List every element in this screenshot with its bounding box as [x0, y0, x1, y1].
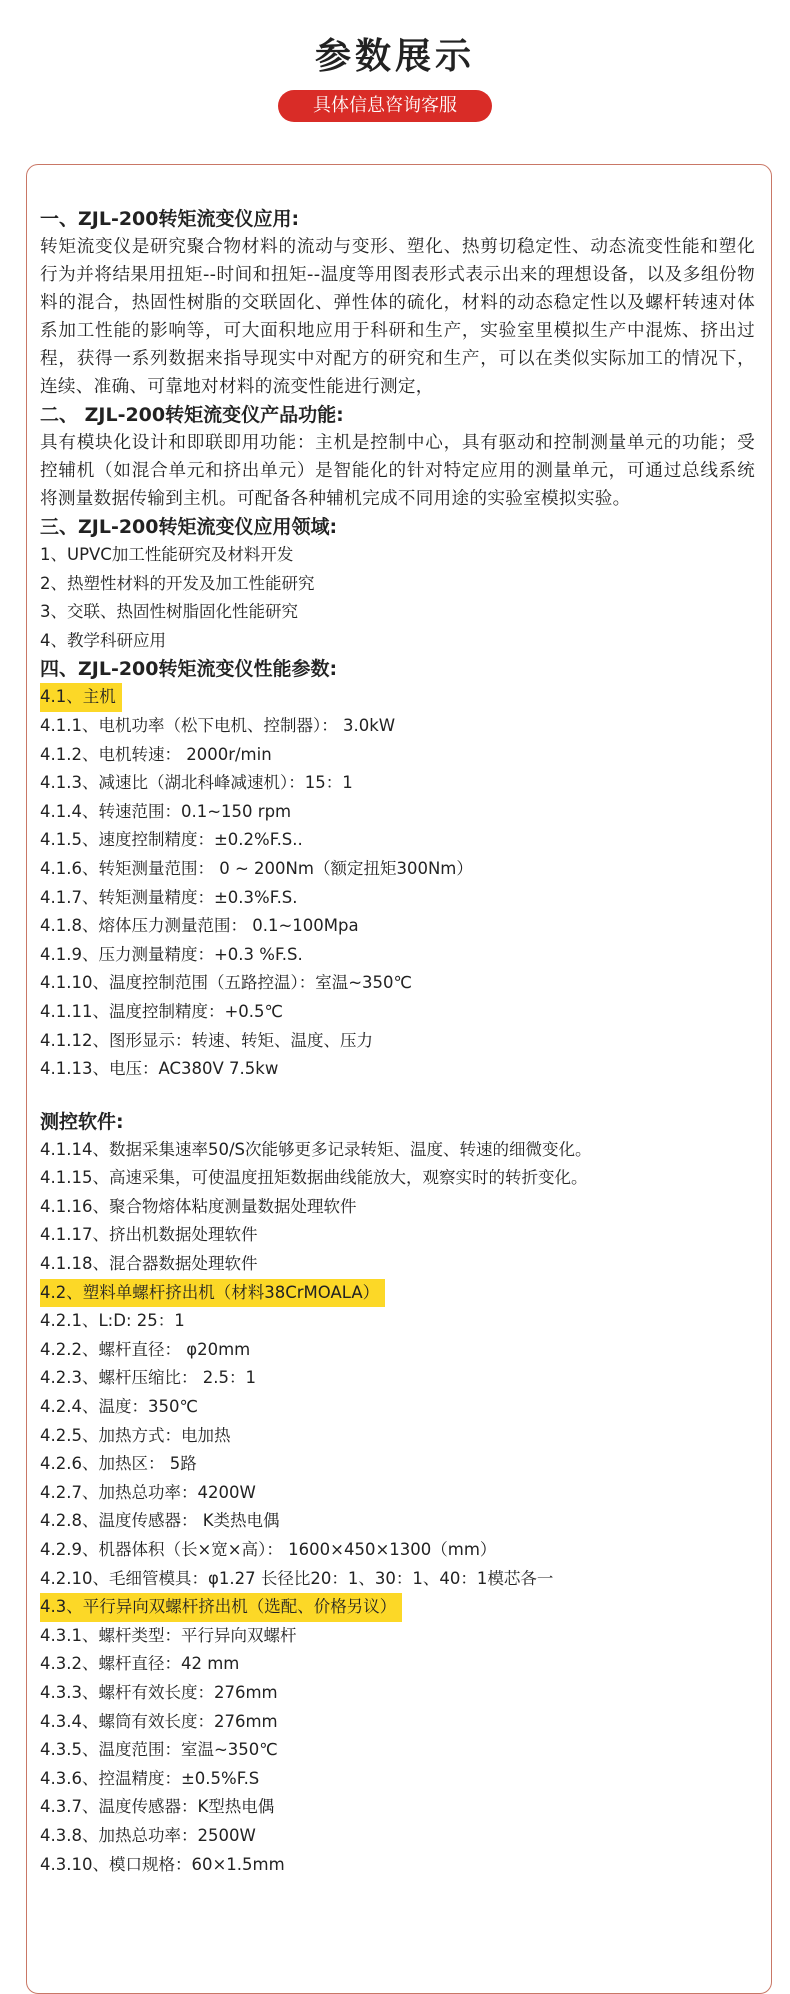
main-unit-specs: [40, 712, 755, 1084]
section-1-heading: 一、ZJL-200转矩流变仪应用:: [40, 208, 300, 230]
page-title: 参数展示: [314, 36, 475, 77]
list-item: 4.1.10、温度控制范围（五路控温）：室温~350℃: [40, 973, 413, 993]
list-item: 4.2.1、L:D: 25：1: [40, 1311, 185, 1331]
list-item: 4.3.3、螺杆有效长度：276mm: [40, 1682, 278, 1702]
list-item: 4.1.3、减速比（湖北科峰减速机）：15：1: [40, 773, 353, 793]
list-item: 4.1.12、图形显示：转速、转矩、温度、压力: [40, 1030, 373, 1050]
list-item: 4.2.4、温度：350℃: [40, 1397, 199, 1417]
list-item: 4.3.2、螺杆直径：42 mm: [40, 1654, 240, 1674]
list-item: 4.3.1、螺杆类型：平行异向双螺杆: [40, 1625, 297, 1645]
software-heading: 测控软件:: [40, 1110, 124, 1133]
list-item: 4.2.2、螺杆直径： φ20mm: [40, 1339, 251, 1359]
section-2-heading: 二、 ZJL-200转矩流变仪产品功能:: [40, 404, 344, 426]
software-specs: [40, 1136, 755, 1279]
list-item: 4.3.8、加热总功率：2500W: [40, 1825, 256, 1845]
list-item: 3、交联、热固性树脂固化性能研究: [40, 602, 298, 622]
list-item: 4.1.1、电机功率（松下电机、控制器）： 3.0kW: [40, 715, 396, 735]
list-item: 4.2.6、加热区： 5路: [40, 1454, 197, 1474]
section-3-heading: 三、ZJL-200转矩流变仪应用领域:: [40, 516, 338, 538]
list-item: 4.1.4、转速范围：0.1~150 rpm: [40, 801, 292, 821]
contact-service-badge[interactable]: 具体信息咨询客服: [278, 90, 492, 122]
single-screw-specs: [40, 1307, 755, 1593]
list-item: 4.3.5、温度范围：室温~350℃: [40, 1740, 278, 1760]
list-item: 4.2.10、毛细管模具：φ1.27 长径比20：1、30：1、40：1模芯各一: [40, 1568, 554, 1588]
list-item: 4.1.15、高速采集，可使温度扭矩数据曲线能放大，观察实时的转折变化。: [40, 1168, 588, 1188]
list-item: 4.1.16、聚合物熔体粘度测量数据处理软件: [40, 1196, 357, 1216]
list-item: 4.1.18、混合器数据处理软件: [40, 1254, 258, 1274]
spec-content: [40, 205, 755, 1879]
application-list: [40, 541, 755, 655]
list-item: 4.2.5、加热方式：电加热: [40, 1425, 231, 1445]
list-item: 4.1.6、转矩测量范围： 0 ~ 200Nm（额定扭矩300Nm）: [40, 858, 473, 878]
list-item: 4.3.10、模口规格：60×1.5mm: [40, 1854, 285, 1874]
list-item: 4.1.7、转矩测量精度：±0.3%F.S.: [40, 887, 298, 907]
list-item: 4.3.6、控温精度：±0.5%F.S: [40, 1768, 260, 1788]
section-4-heading: 四、ZJL-200转矩流变仪性能参数:: [40, 658, 338, 681]
list-item: 4、教学科研应用: [40, 630, 166, 650]
list-item: 4.1.5、速度控制精度：±0.2%F.S..: [40, 830, 303, 850]
list-item: 4.1.11、温度控制精度：+0.5℃: [40, 1001, 284, 1021]
section-1-body: 转矩流变仪是研究聚合物材料的流动与变形、塑化、热剪切稳定性、动态流变性能和塑化行为并将结果用扭矩--时间和扭矩--温度等用图表形式表示出来的理想设备，以及多组份物料的混合，热固性树脂的交联固化、弹性体的硫化，材料的动态稳定性以及螺杆转速对体系加工性能的影响等，可大面积地应用于科研和生产，实验室里模拟生产中混炼、挤出过程，获得一系列数据来指导现实中对配方的研究和生产，可以在类似实际加工的情况下，连续、准确、可靠地对材料的流变性能进行测定，: [40, 237, 755, 397]
list-item: 4.1.9、压力测量精度：+0.3 %F.S.: [40, 944, 303, 964]
list-item: 4.1.17、挤出机数据处理软件: [40, 1225, 258, 1245]
list-item: 4.1.14、数据采集速率50/S次能够更多记录转矩、温度、转速的细微变化。: [40, 1139, 592, 1159]
list-item: 4.3.4、螺筒有效长度：276mm: [40, 1711, 278, 1731]
list-item: 4.2.8、温度传感器： K类热电偶: [40, 1511, 280, 1531]
list-item: 4.1.13、电压：AC380V 7.5kw: [40, 1059, 279, 1079]
list-item: 4.2.9、机器体积（长×宽×高）： 1600×450×1300（mm）: [40, 1540, 497, 1559]
list-item: 4.1.2、电机转速： 2000r/min: [40, 744, 272, 764]
list-item: 4.1.8、熔体压力测量范围： 0.1~100Mpa: [40, 916, 359, 936]
section-2-body: 具有模块化设计和即联即用功能：主机是控制中心，具有驱动和控制测量单元的功能；受控辅机（如混合单元和挤出单元）是智能化的针对特定应用的测量单元，可通过总线系统将测量数据传输到主机。可配备各种辅机完成不同用途的实验室模拟实验。: [40, 433, 755, 509]
list-item: 1、UPVC加工性能研究及材料开发: [40, 545, 294, 564]
list-item: 4.2.7、加热总功率：4200W: [40, 1482, 256, 1502]
twin-screw-title: 4.3、平行异向双螺杆挤出机（选配、价格另议）: [40, 1593, 402, 1622]
list-item: 4.3.7、温度传感器：K型热电偶: [40, 1797, 275, 1817]
list-item: 2、热塑性材料的开发及加工性能研究: [40, 573, 315, 593]
list-item: 4.2.3、螺杆压缩比： 2.5：1: [40, 1368, 256, 1388]
single-screw-title: 4.2、塑料单螺杆挤出机（材料38CrMOALA）: [40, 1279, 385, 1308]
twin-screw-specs: [40, 1622, 755, 1879]
main-unit-title: 4.1、主机: [40, 683, 122, 712]
